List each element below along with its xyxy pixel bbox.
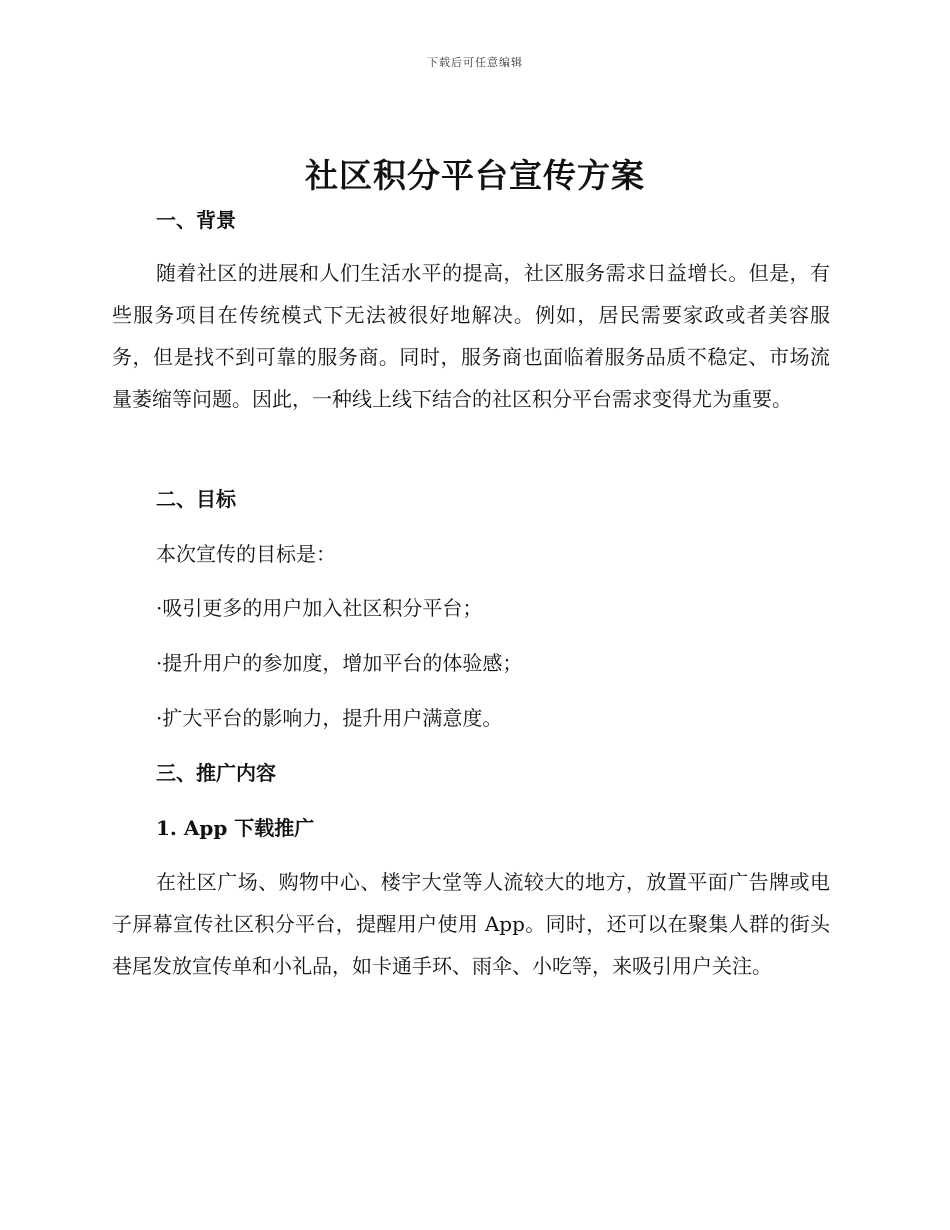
goal-bullet-item: ·扩大平台的影响力，提升用户满意度。 bbox=[156, 706, 503, 730]
section-heading-promotion: 三、推广内容 bbox=[156, 761, 276, 785]
document-title: 社区积分平台宣传方案 bbox=[305, 156, 645, 195]
app-download-paragraph: 在社区广场、购物中心、楼宇大堂等人流较大的地方，放置平面广告牌或电子屏幕宣传社区积分平台，提醒用户使用 App。同时，还可以在聚集人群的街头巷尾发放宣传单和小礼品，如卡通手环、雨伞、小吃等，来吸引用户关注。 bbox=[112, 870, 830, 978]
header-note: 下载后可任意编辑 bbox=[427, 56, 523, 69]
goal-bullet-item: ·提升用户的参加度，增加平台的体验感； bbox=[156, 651, 523, 675]
section-heading-goals: 二、目标 bbox=[156, 487, 236, 511]
section-heading-background: 一、背景 bbox=[156, 208, 236, 232]
goals-intro: 本次宣传的目标是： bbox=[156, 542, 336, 566]
goal-bullet-item: ·吸引更多的用户加入社区积分平台； bbox=[156, 596, 483, 620]
subsection-heading-app-download: 1. App 下载推广 bbox=[156, 816, 315, 840]
background-paragraph: 随着社区的进展和人们生活水平的提高，社区服务需求日益增长。但是，有些服务项目在传统模式下无法被很好地解决。例如，居民需要家政或者美容服务，但是找不到可靠的服务商。同时，服务商也面临着服务品质不稳定、市场流量萎缩等问题。因此，一种线上线下结合的社区积分平台需求变得尤为重要。 bbox=[112, 261, 830, 411]
